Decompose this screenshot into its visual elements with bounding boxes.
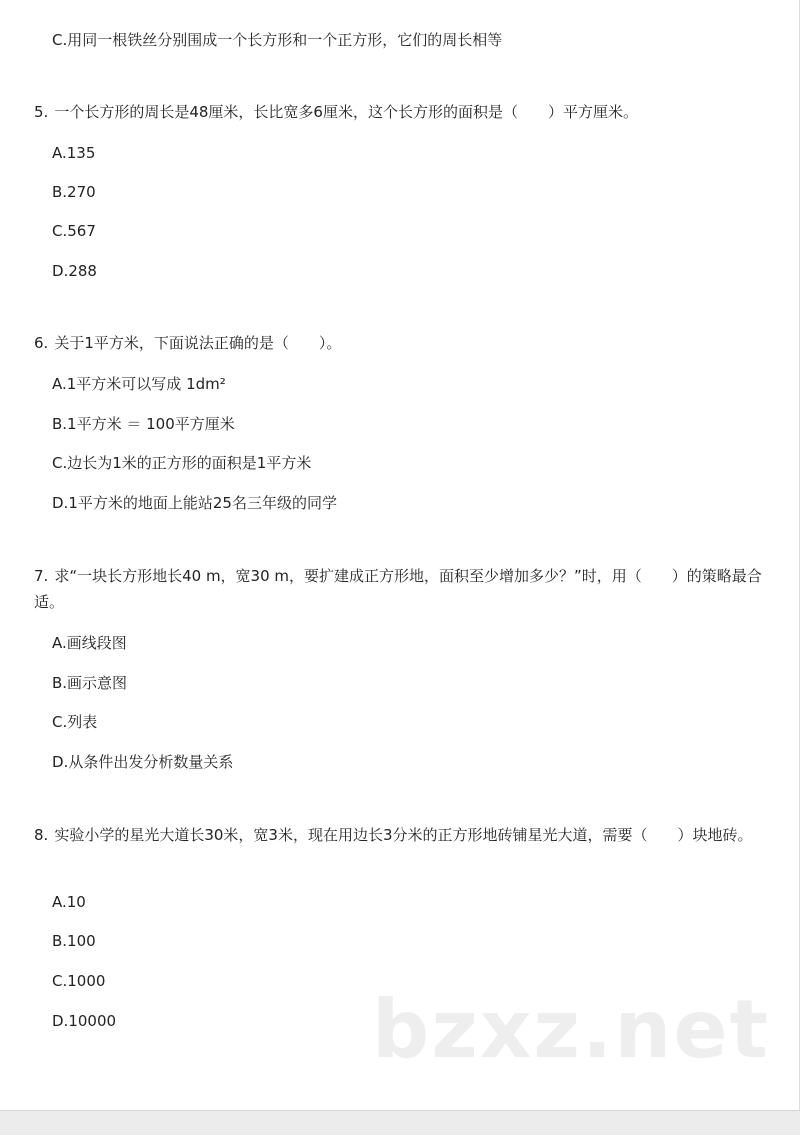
q8-option-c: C.1000 bbox=[52, 972, 106, 990]
watermark-logo: bzxz.net bbox=[372, 983, 770, 1076]
q6-stem bbox=[34, 330, 764, 356]
q7-stem bbox=[34, 563, 764, 615]
q6-option-d: D.1平方米的地面上能站25名三年级的同学 bbox=[52, 494, 337, 512]
q5-option-b: B.270 bbox=[52, 183, 96, 201]
q5-stem bbox=[34, 99, 764, 125]
q5-number: 5. bbox=[34, 103, 49, 121]
q8-stem bbox=[34, 822, 764, 848]
q5-option-d: D.288 bbox=[52, 262, 97, 280]
q7-option-d: D.从条件出发分析数量关系 bbox=[52, 753, 234, 771]
q6-option-a: A.1平方米可以写成 1dm² bbox=[52, 375, 226, 393]
q4-option-c: C.用同一根铁丝分别围成一个长方形和一个正方形，它们的周长相等 bbox=[52, 31, 503, 49]
q7-text: 求“一块长方形地长40 m，宽30 m，要扩建成正方形地，面积至少增加多少？”时，用（ ）的策略最合适。 bbox=[34, 567, 762, 611]
q8-text: 实验小学的星光大道长30米，宽3米，现在用边长3分米的正方形地砖铺星光大道，需要（ ）块地砖。 bbox=[54, 826, 753, 844]
q6-option-c: C.边长为1米的正方形的面积是1平方米 bbox=[52, 454, 312, 472]
q6-number: 6. bbox=[34, 334, 49, 352]
q5-option-c: C.567 bbox=[52, 222, 96, 240]
q7-option-a: A.画线段图 bbox=[52, 634, 127, 652]
q8-option-d: D.10000 bbox=[52, 1012, 117, 1030]
q6-text: 关于1平方米，下面说法正确的是（ ）。 bbox=[54, 334, 342, 352]
q8-option-a: A.10 bbox=[52, 893, 86, 911]
q8-number: 8. bbox=[34, 826, 49, 844]
q7-number: 7. bbox=[34, 567, 49, 585]
q5-option-a: A.135 bbox=[52, 144, 96, 162]
q7-option-c: C.列表 bbox=[52, 713, 98, 731]
q6-option-b: B.1平方米 ＝ 100平方厘米 bbox=[52, 415, 235, 433]
q8-option-b: B.100 bbox=[52, 932, 96, 950]
viewer-bottom-strip bbox=[0, 1110, 800, 1135]
q7-option-b: B.画示意图 bbox=[52, 674, 128, 692]
q5-text: 一个长方形的周长是48厘米，长比宽多6厘米，这个长方形的面积是（ ）平方厘米。 bbox=[54, 103, 638, 121]
